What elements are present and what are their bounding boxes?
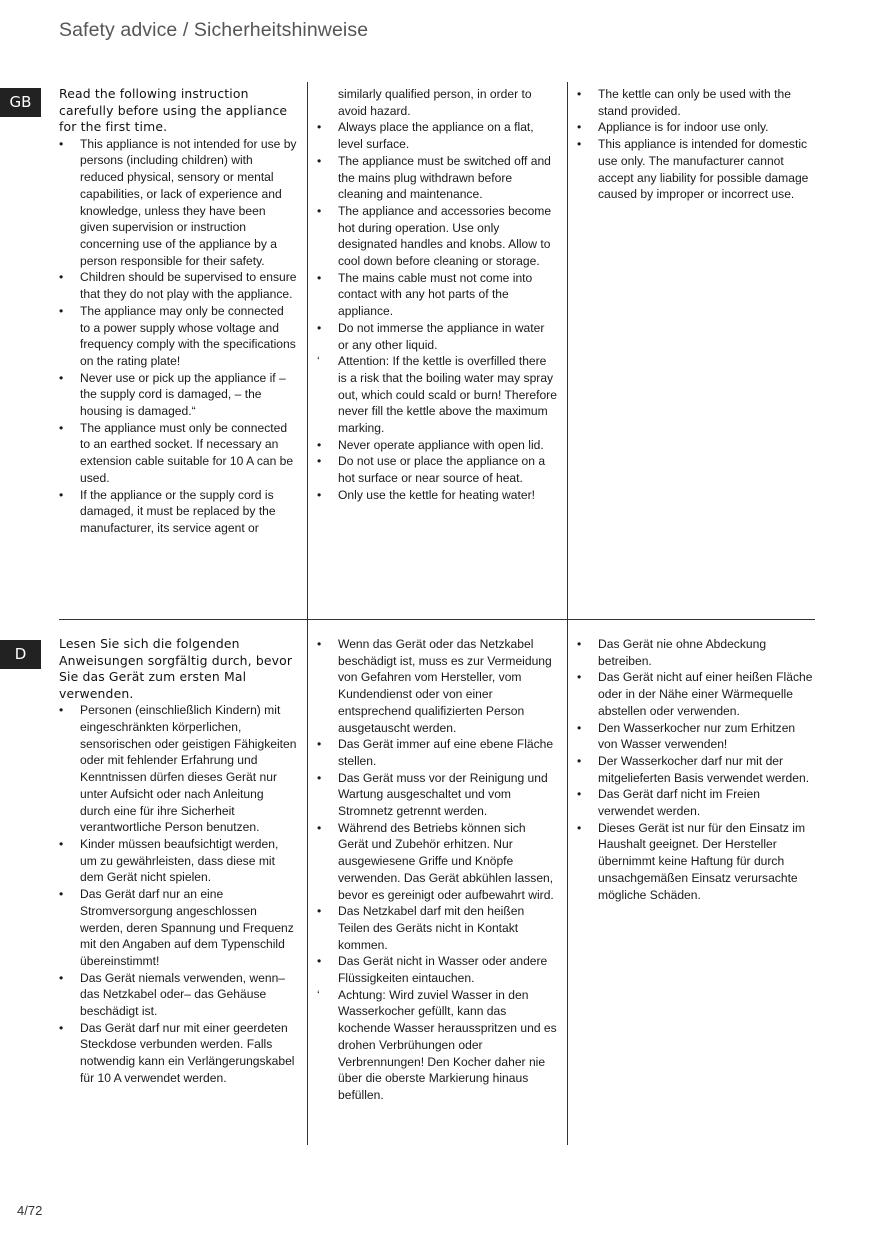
- list-item: • Den Wasserkocher nur zum Erhitzen von Wasser verwenden!: [577, 720, 796, 752]
- list-item: ‘ Attention: If the kettle is overfilled there is a risk that the boiling water may spray out, which could scald or burn! Therefore never fill the kettle above the maximum marking.: [317, 354, 557, 436]
- list-item: • Always place the appliance on a flat, level surface.: [317, 120, 534, 152]
- page-title: Safety advice / Sicherheitshinweise: [59, 19, 369, 41]
- list-item: ‘ Achtung: Wird zuviel Wasser in den Wasserkocher gefüllt, kann das kochende Wasser herausspritzen und es drohen Verbrühungen oder Verbrennungen! Den Kocher daher nie über die oberste Markierung hinaus befüllen.: [317, 987, 557, 1102]
- list-item: • Wenn das Gerät oder das Netzkabel beschädigt ist, muss es zur Vermeidung von Gefahren vom Hersteller, vom Kundendienst oder von einer entsprechend qualifizierten Person ausgetauscht werden.: [317, 637, 552, 735]
- de-column-1: [59, 636, 297, 1087]
- de-list-3: [577, 636, 815, 903]
- gb-list-2: [317, 119, 557, 503]
- list-item: • Never operate appliance with open lid.: [317, 437, 544, 452]
- list-item: • This appliance is intended for domestic use only. The manufacturer cannot accept any liability for possible damage caused by improper or incorrect use.: [577, 137, 809, 202]
- list-item: • Das Gerät nie ohne Abdeckung betreiben.: [577, 637, 767, 668]
- list-item: • Das Gerät nicht in Wasser oder andere Flüssigkeiten eintauchen.: [317, 954, 548, 986]
- list-item: • Das Netzkabel darf mit den heißen Teilen des Geräts nicht in Kontakt kommen.: [317, 904, 525, 952]
- gb-list-1: [59, 136, 297, 537]
- list-item: • Never use or pick up the appliance if – the supply cord is damaged, – the housing is damaged.“: [59, 370, 286, 419]
- column-divider: [307, 619, 308, 1145]
- column-divider: [567, 82, 568, 619]
- gb-continuation-text: similarly qualified person, in order to avoid hazard.: [338, 87, 532, 118]
- list-item: • The appliance must only be connected to an earthed socket. If necessary an extension cable suitable for 10 A can be used.: [59, 420, 294, 485]
- list-item: • The appliance and accessories become hot during operation. Use only designated handles and knobs. Allow to cool down before cleaning or storage.: [317, 203, 552, 269]
- gb-column-2: [317, 86, 557, 504]
- list-item: • This appliance is not intended for use by persons (including children) with reduced physical, sensory or mental capabilities, or lack of experience and knowledge, unless they have been given supervision or instruction concerning use of the appliance by a person responsible for their safety.: [59, 136, 297, 268]
- gb-column-1: [59, 86, 297, 537]
- list-item: • Kinder müssen beaufsichtigt werden, um zu gewährleisten, dass diese mit dem Gerät nicht spielen.: [59, 837, 279, 885]
- list-item: • Das Gerät darf nicht im Freien verwendet werden.: [577, 787, 760, 819]
- column-divider: [567, 619, 568, 1145]
- list-item: • Das Gerät darf nur an eine Stromversorgung angeschlossen werden, deren Spannung und Frequenz mit den Angaben auf dem Typenschild übereinstimmt!: [59, 887, 294, 968]
- gb-list-3: [577, 86, 815, 203]
- de-column-2: [317, 636, 557, 1104]
- list-item: • Personen (einschließlich Kindern) mit eingeschränkten körperlichen, sensorischen oder geistigen Fähigkeiten oder mit fehlender Erfahrung und Kenntnissen dürfen dieses Gerät nur unter Aufsicht oder nach Anleitung durch eine für ihre Sicherheit verantwortliche Person benutzen.: [59, 703, 297, 835]
- list-item: • Das Gerät darf nur mit einer geerdeten Steckdose verbunden werden. Falls notwendig kann ein Verlängerungskabel für 10 A verwendet werden.: [59, 1020, 295, 1085]
- list-item: • Do not use or place the appliance on a hot surface or near source of heat.: [317, 454, 546, 486]
- list-item: • The appliance may only be connected to a power supply whose voltage and frequency comply with the specifications on the rating plate!: [59, 303, 296, 368]
- list-item: • Der Wasserkocher darf nur mit der mitgelieferten Basis verwendet werden.: [577, 753, 810, 785]
- list-item: • Das Gerät muss vor der Reinigung und Wartung ausgeschaltet und vom Stromnetz getrennt werden.: [317, 770, 548, 819]
- de-list-1: [59, 702, 297, 1086]
- de-list-2: [317, 636, 557, 1104]
- page-number: 4/72: [17, 1203, 43, 1218]
- gb-intro: Read the following instruction carefully before using the appliance for the first time.: [59, 86, 288, 135]
- de-column-3: [577, 636, 815, 903]
- de-intro: Lesen Sie sich die folgenden Anweisungen sorgfältig durch, bevor Sie das Gerät zum ersten Mal verwenden.: [59, 636, 293, 701]
- list-item: • Das Gerät niemals verwenden, wenn– das Netzkabel oder– das Gehäuse beschädigt ist.: [59, 970, 286, 1019]
- list-item: • Appliance is for indoor use only.: [577, 120, 769, 135]
- list-item: • Das Gerät nicht auf einer heißen Fläche oder in der Nähe einer Wärmequelle abstellen oder verwenden.: [577, 670, 813, 718]
- language-tab-de: D: [0, 640, 41, 669]
- list-item: • The kettle can only be used with the stand provided.: [577, 87, 791, 118]
- language-tab-gb: GB: [0, 88, 41, 117]
- gb-section: [59, 86, 815, 619]
- column-divider: [307, 82, 308, 619]
- gb-column-3: [577, 86, 815, 203]
- list-item: • Dieses Gerät ist nur für den Einsatz im Haushalt geeignet. Der Hersteller übernimmt keine Haftung für durch unsachgemäßen Einsatz verursachte mögliche Schäden.: [577, 820, 806, 902]
- list-item: • Only use the kettle for heating water!: [317, 487, 535, 502]
- list-item: • The mains cable must not come into contact with any hot parts of the appliance.: [317, 270, 533, 319]
- section-divider: [59, 619, 815, 620]
- list-item: • If the appliance or the supply cord is damaged, it must be replaced by the manufacturer, its service agent or: [59, 487, 276, 535]
- list-item: • Children should be supervised to ensure that they do not play with the appliance.: [59, 270, 297, 302]
- list-item: • Während des Betriebs können sich Gerät und Zubehör erhitzen. Nur ausgewiesene Griffe und Knöpfe verwenden. Das Gerät abkühlen lassen, bevor es gereinigt oder aufbewahrt wird.: [317, 820, 554, 902]
- de-section: [59, 636, 815, 1146]
- list-item: • The appliance must be switched off and the mains plug withdrawn before cleaning and maintenance.: [317, 153, 551, 202]
- list-item: • Do not immerse the appliance in water or any other liquid.: [317, 320, 545, 352]
- list-item: • Das Gerät immer auf eine ebene Fläche stellen.: [317, 737, 554, 768]
